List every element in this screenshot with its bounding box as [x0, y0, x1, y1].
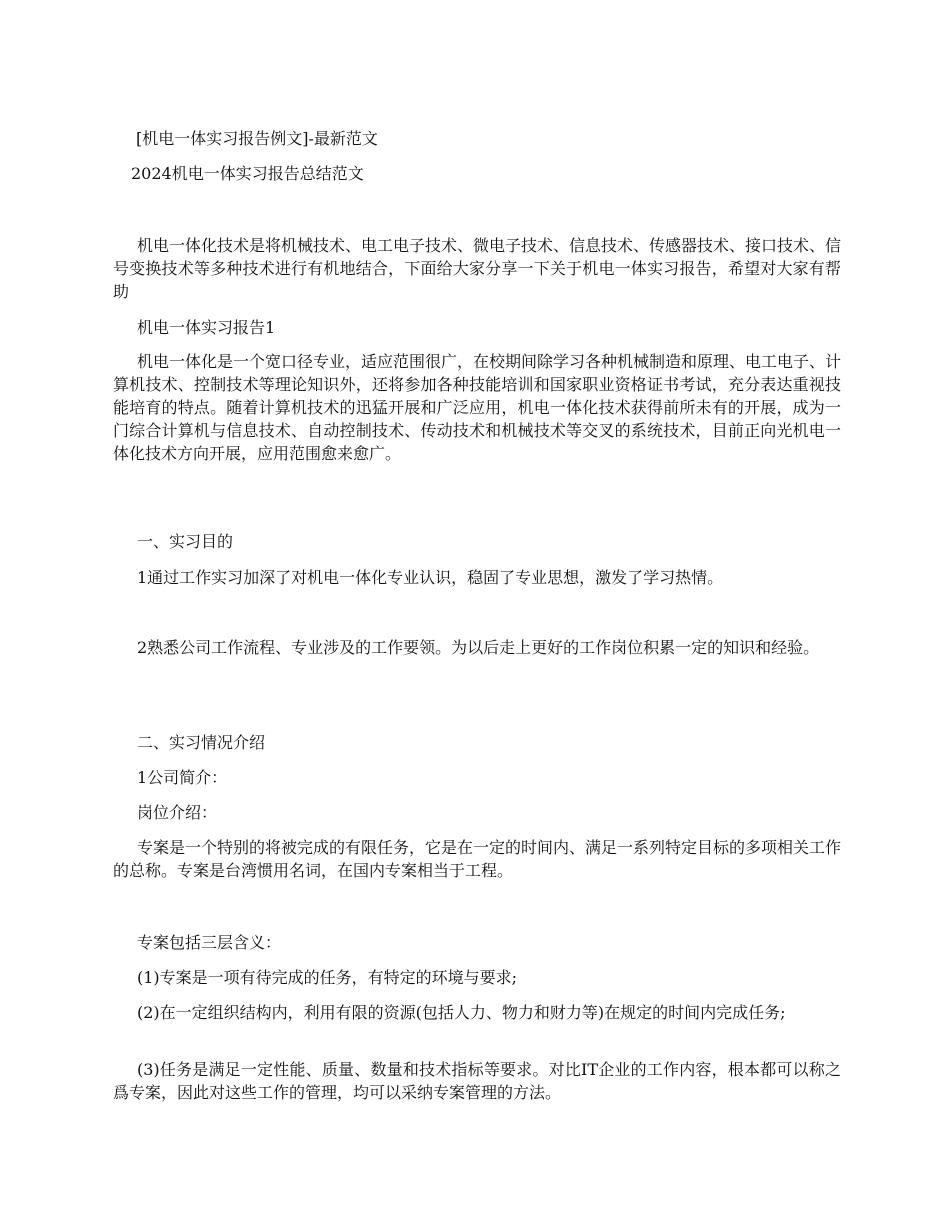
meaning-item-2: (2)在一定组织结构内，利用有限的资源(包括人力、物力和财力等)在规定的时间内完成任务;	[137, 1003, 786, 1022]
meaning-item-3: (3)任务是满足一定性能、质量、数量和技术指标等要求。对比IT企业的工作内容，根本都可以称之爲专案，因此对这些工作的管理，均可以采纳专案管理的方法。	[113, 1060, 841, 1102]
document-subtitle: 2024机电一体实习报告总结范文	[131, 164, 364, 183]
section1-heading: 一、实习目的	[137, 532, 234, 551]
document-title: [机电一体实习报告例文]-最新范文	[136, 129, 378, 148]
section1-item-1: 1通过工作实习加深了对机电一体化专业认识，稳固了专业思想，激发了学习热情。	[137, 568, 724, 587]
intro-paragraph: 机电一体化技术是将机械技术、电工电子技术、微电子技术、信息技术、传感器技术、接口技术、信号变换技术等多种技术进行有机地结合，下面给大家分享一下关于机电一体实习报告，希望对大家有帮助	[113, 236, 842, 301]
project-meanings-heading: 专案包括三层含义：	[137, 933, 282, 952]
section1-item-2: 2熟悉公司工作流程、专业涉及的工作要领。为以后走上更好的工作岗位积累一定的知识和经验。	[137, 638, 820, 657]
report-heading: 机电一体实习报告1	[137, 318, 276, 337]
project-definition-paragraph: 专案是一个特别的将被完成的有限任务，它是在一定的时间内、满足一系列特定目标的多项相关工作的总称。专案是台湾惯用名词，在国内专案相当于工程。	[113, 838, 842, 880]
company-intro-label: 1公司简介：	[137, 768, 228, 787]
report-paragraph: 机电一体化是一个宽口径专业，适应范围很广，在校期间除学习各种机械制造和原理、电工电子、计算机技术、控制技术等理论知识外，还将参加各种技能培训和国家职业资格证书考试，充分表达重视技能培育的特点。随着计算机技术的迅猛开展和广泛应用，机电一体化技术获得前所未有的开展，成为一门综合计算机与信息技术、自动控制技术、传动技术和机械技术等交叉的系统技术，目前正向光机电一体化技术方向开展，应用范围愈来愈广。	[113, 352, 842, 463]
meaning-item-1: (1)专案是一项有待完成的任务，有特定的环境与要求;	[137, 968, 518, 987]
position-intro-label: 岗位介绍：	[137, 803, 218, 822]
section2-heading: 二、实习情况介绍	[137, 733, 266, 752]
